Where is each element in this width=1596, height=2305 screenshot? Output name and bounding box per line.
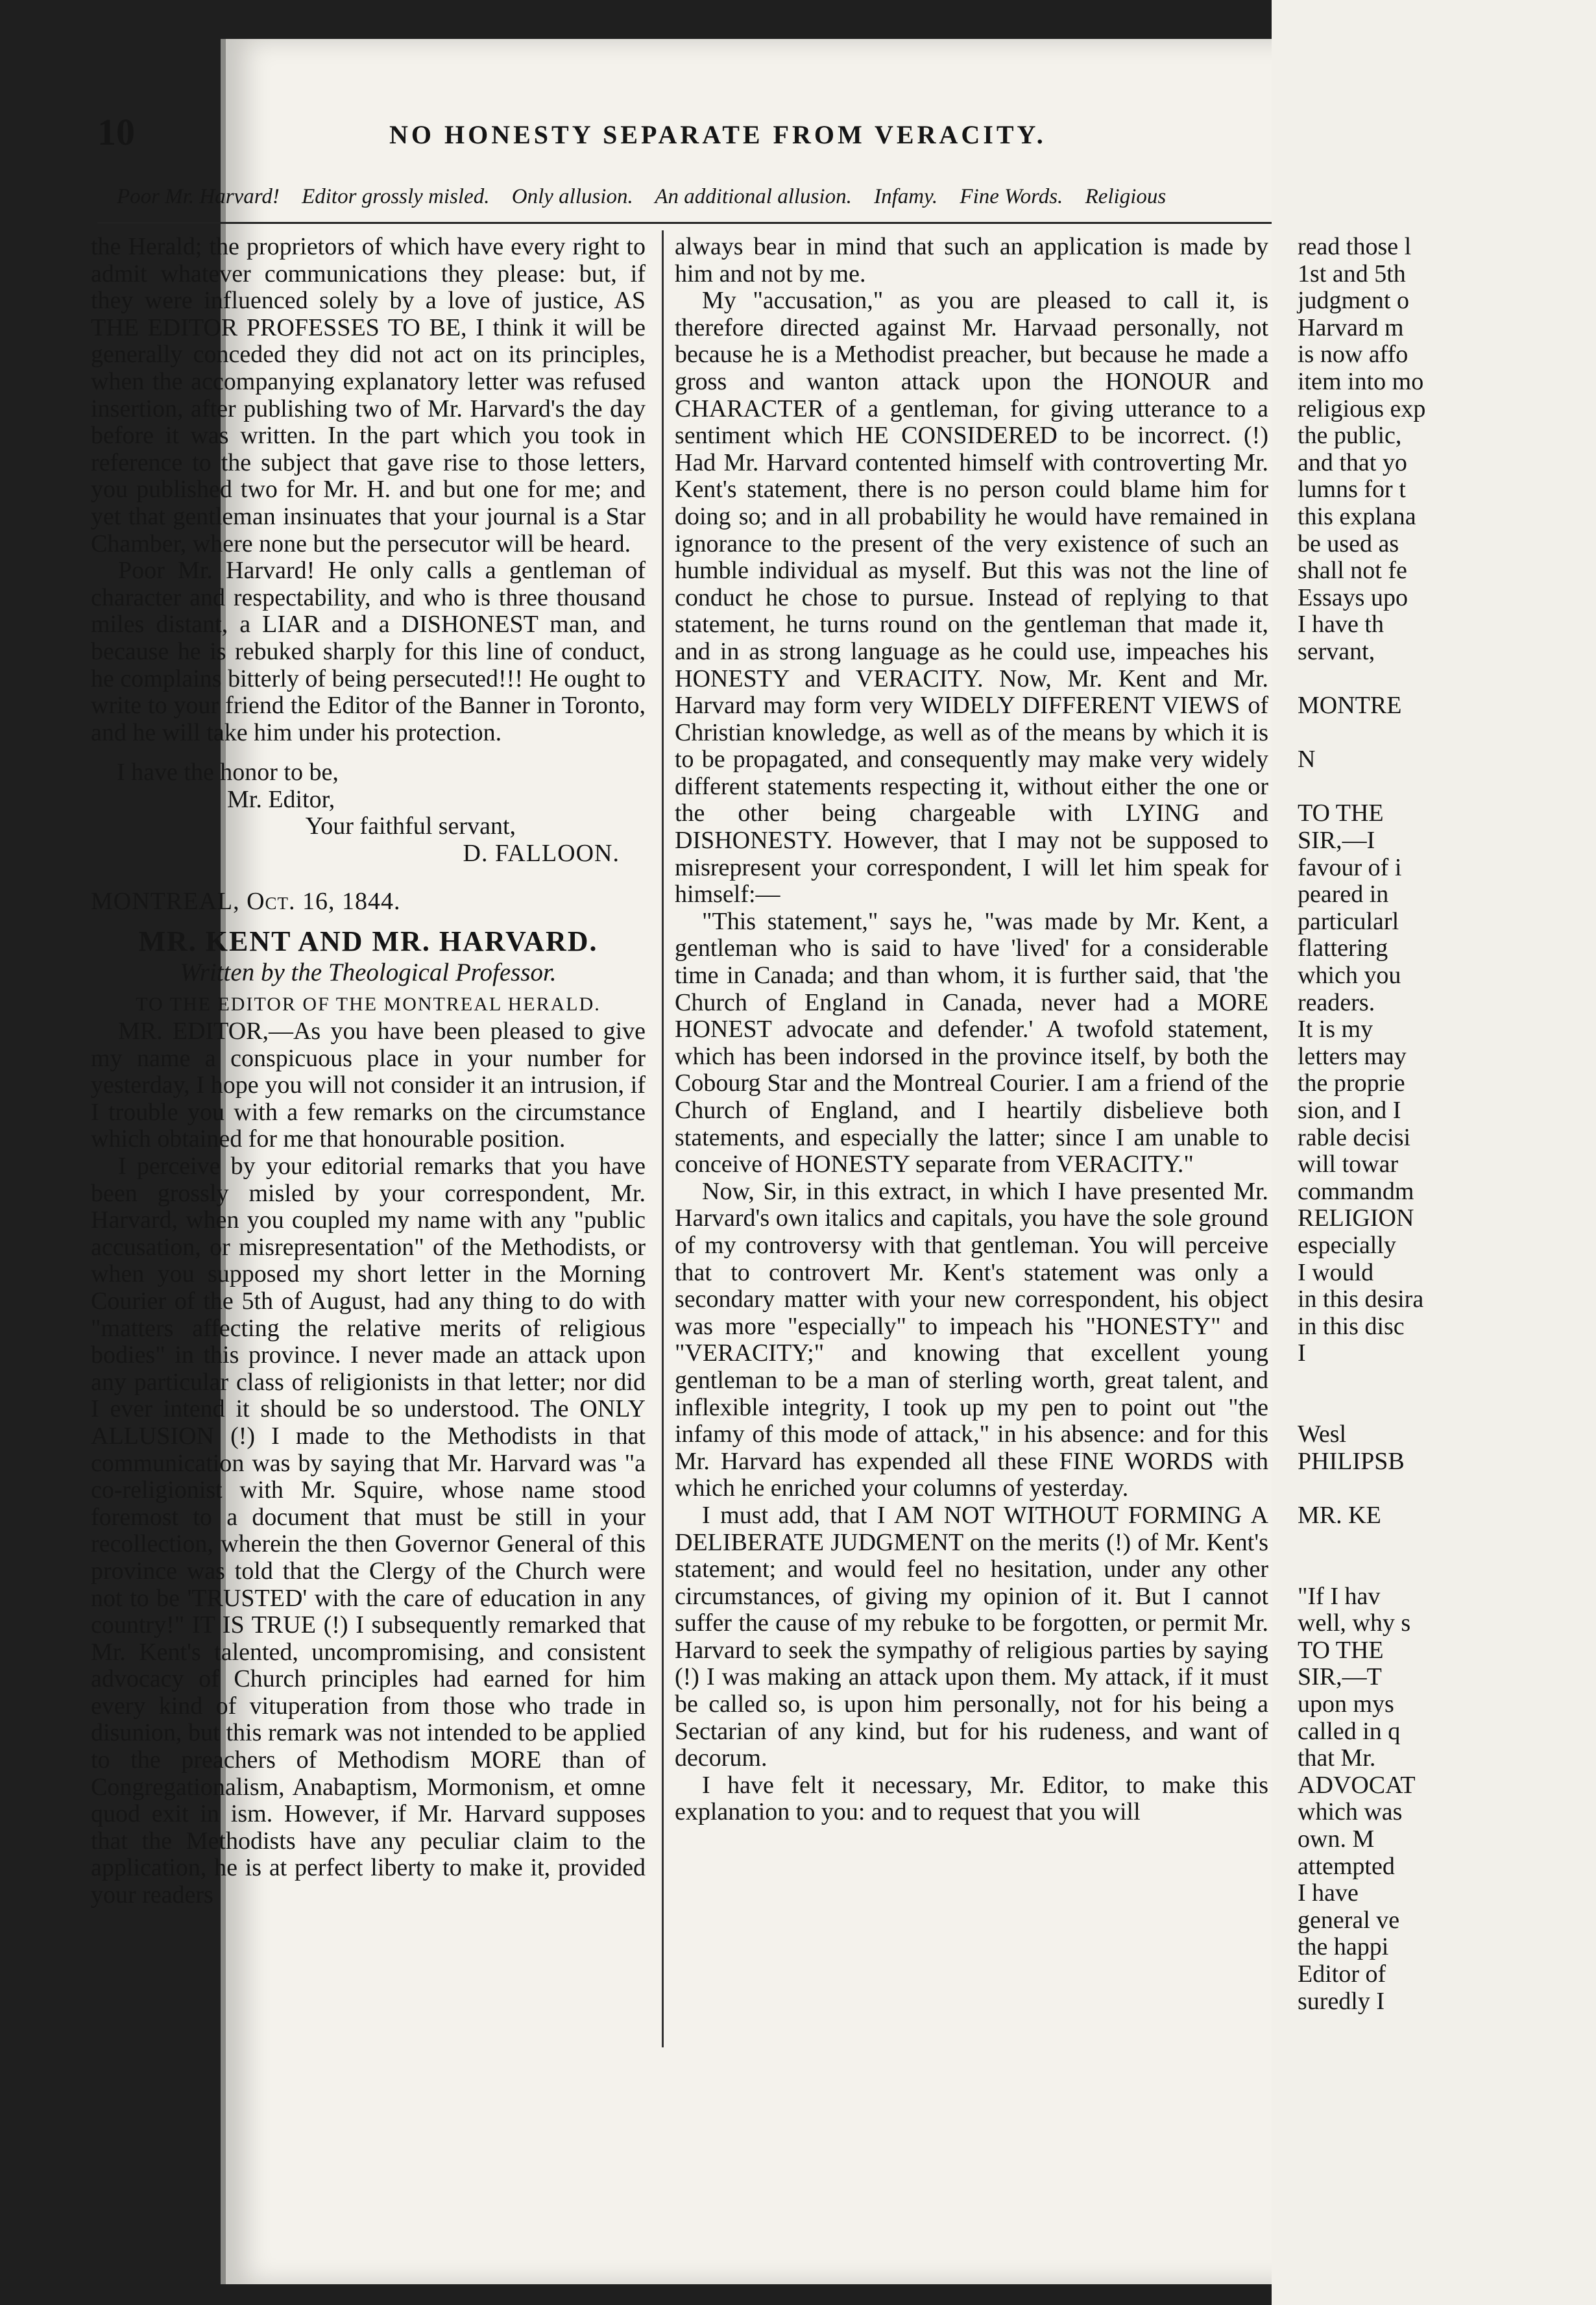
next-page-line: Wesl <box>1298 1421 1347 1448</box>
next-page-line: will towar <box>1298 1151 1399 1178</box>
subheading: Religious <box>1085 185 1167 208</box>
next-page-line: attempted <box>1298 1852 1395 1880</box>
next-page-line: the proprie <box>1298 1069 1405 1097</box>
next-page-line <box>1298 666 1492 693</box>
next-page-line: sion, and I <box>1298 1097 1401 1124</box>
dateline: MONTREAL, Oct. 16, 1844. <box>91 887 401 915</box>
page-header <box>97 110 1304 156</box>
next-page-line: that Mr. <box>1298 1744 1376 1772</box>
subheading: Poor Mr. Harvard! <box>117 185 280 208</box>
page-number: 10 <box>97 111 135 153</box>
next-page-line: "If I hav <box>1298 1582 1381 1610</box>
quotation: "This statement," says he, "was made by Mr. Kent, a gentleman who is said to have 'lived' for a considerable time in Canada; and than whom, it is further said, that 'the Church of England in Canada, never had a MORE HONEST advocate and defender.' A twofold statement, which has been indorsed in the province itself, by both the Cobourg Star and the Montreal Courier. I am a friend of the Church of England, and I heartily disbelieve both statements, and especially the latter; since I am unable to conceive of HONESTY separate from VERACITY." <box>675 907 1268 1178</box>
address-line: TO THE EDITOR OF THE MONTREAL HERALD. <box>136 994 601 1016</box>
signature: D. FALLOON. <box>463 840 620 868</box>
next-page-line: SIR,—I <box>1298 827 1375 855</box>
next-page-line: which you <box>1298 962 1401 990</box>
next-page-line: Essays upo <box>1298 583 1408 611</box>
next-page-line: and that yo <box>1298 448 1407 476</box>
paragraph: My "accusation," as you are pleased to call it, is therefore directed against Mr. Harvaad personally, not because he is a Methodist preacher, but because he made a gross and wanton attack upon the HONOUR and CHARACTER of a gentleman, for giving utterance to a sentiment which HE CONSIDERED to be incorrect. (!) Had Mr. Harvard contented himself with controverting Mr. Kent's statement, there is no person could blame him for doing so; and in all probability he would have remained in ignorance to the present of the very existence of such an humble individual as myself. But this was not the line of conduct he chose to pursue. Instead of replying to that statement, he turns round on the gentleman that made it, and in as strong language as he could use, impeaches his HONESTY and VERACITY. Now, Mr. Kent and Mr. Harvard may form very WIDELY DIFFERENT VIEWS of Christian knowledge, as well as of the means by which it is to be propagated, and consequently may make very widely different statements respecting it, without either the one or the other being chargeable with LYING and DISHONESTY. However, that I may not be supposed to misrepresent your correspondent, I will let him speak for himself:— <box>675 287 1268 909</box>
paragraph: MR. EDITOR,—As you have been pleased to give my name a conspicuous place in your number for yesterday, I hope you will not consider it an intrusion, if I trouble you with a few remarks on the circumstance which obtained for me that honourable position. <box>91 1018 646 1153</box>
left-column <box>91 234 646 1909</box>
next-page-line: readers. <box>1298 988 1375 1016</box>
paragraph: I must add, that I AM NOT WITHOUT FORMING A DELIBERATE JUDGMENT on the merits (!) of Mr. Kent's statement; and would feel no hesitation, under any other circumstances, of giving my opinion of it. But I cannot suffer the cause of my rebuke to be forgotten, or permit Mr. Harvard to seek the sympathy of religious parties by saying (!) I was making an attack upon them. My attack, if it must be called so, is upon him personally, not for his being a Sectarian of any kind, but for his rudeness, and want of decorum. <box>675 1501 1268 1772</box>
next-page-line: suredly I <box>1298 1987 1385 2015</box>
next-page-line: favour of i <box>1298 853 1402 881</box>
header-rule <box>97 222 1460 224</box>
next-page-line: commandm <box>1298 1177 1414 1205</box>
column-rule <box>662 230 664 2047</box>
next-page-line: TO THE <box>1298 799 1384 827</box>
next-page-line: I have <box>1298 1879 1359 1907</box>
subheading: Infamy. <box>874 185 938 208</box>
middle-column <box>675 234 1268 1826</box>
next-page-line: I have th <box>1298 611 1384 639</box>
next-page-line: SIR,—T <box>1298 1663 1382 1691</box>
next-page-line: is now affo <box>1298 341 1409 369</box>
next-page-line: judgment o <box>1298 287 1410 315</box>
signoff-line: Your faithful servant, <box>305 812 516 840</box>
next-page-line: the public, <box>1298 422 1402 450</box>
subheading: Editor grossly misled. <box>302 185 490 208</box>
next-page-line: RELIGION <box>1298 1204 1414 1232</box>
next-page-line: particularl <box>1298 907 1399 935</box>
running-title: NO HONESTY SEPARATE FROM VERACITY. <box>389 120 1046 149</box>
paragraph: Poor Mr. Harvard! He only calls a gentleman of character and respectability, and who is three thousand miles distant, a LIAR and a DISHONEST man, and because he is rebuked sharply for this line of conduct, he complains bitterly of being persecuted!!! He ought to write to your friend the Editor of the Banner in Toronto, and he will take him under his protection. <box>91 557 646 746</box>
next-page-line <box>1298 720 1492 747</box>
next-page-line: the happi <box>1298 1933 1389 1961</box>
paragraph: I have felt it necessary, Mr. Editor, to make this explanation to you: and to request that you will <box>675 1771 1268 1826</box>
next-page-line: religious exp <box>1298 395 1426 422</box>
next-page-line <box>1298 1395 1492 1422</box>
next-page-line: be used as <box>1298 530 1399 557</box>
paragraph: Now, Sir, in this extract, in which I have presented Mr. Harvard's own italics and capitals, you have the sole ground of my controversy with that gentleman. You will perceive that to controvert Mr. Kent's statement was only a secondary matter with your new correspondent, his object was more "especially" to impeach his "HONESTY" and "VERACITY;" and knowing that excellent young gentleman to be a man of sterling worth, great talent, and inflexible integrity, I took up my pen to point out "the infamy of this mode of attack," in his absence: and for this Mr. Harvard has expended all these FINE WORDS with which he enriched your columns of yesterday. <box>675 1177 1268 1502</box>
paragraph: always bear in mind that such an application is made by him and not by me. <box>675 233 1268 287</box>
next-page-line <box>1298 774 1492 801</box>
next-page-line: flattering <box>1298 934 1388 962</box>
next-page-column <box>1298 234 1492 2015</box>
subheading: Only allusion. <box>511 185 633 208</box>
next-page-edge <box>1272 0 1596 2305</box>
next-page-line: peared in <box>1298 881 1389 909</box>
subheadings-line <box>117 185 1440 217</box>
next-page-line: this explana <box>1298 502 1416 530</box>
next-page-line <box>1298 1530 1492 1557</box>
next-page-line: in this desira <box>1298 1286 1424 1313</box>
next-page-line: upon mys <box>1298 1690 1394 1718</box>
next-page-line: PHILIPSB <box>1298 1447 1405 1475</box>
next-page-line: N <box>1298 746 1316 774</box>
next-page-line: MONTRE <box>1298 692 1402 720</box>
next-page-line: rable decisi <box>1298 1123 1411 1151</box>
signoff-line: Mr. Editor, <box>227 785 335 813</box>
byline: Written by the Theological Professor. <box>180 958 557 986</box>
next-page-line: well, why s <box>1298 1609 1411 1637</box>
next-page-line: in this disc <box>1298 1312 1405 1340</box>
next-page-line: I would <box>1298 1258 1374 1286</box>
next-page-line: 1st and 5th <box>1298 260 1406 287</box>
paragraph: the Herald; the proprietors of which have every right to admit whatever communications they please: but, if they were influenced solely by a love of justice, AS THE EDITOR PROFESSES TO BE, I think it will be generally conceded they did not act on its principles, when the accompanying explanatory letter was refused insertion, after publishing two of Mr. Harvard's the day before it was written. In the part which you took in reference to the subject that gave rise to those letters, you published two for Mr. H. and but one for me; and yet that gentleman insinuates that your journal is a Star Chamber, where none but the persecutor will be heard. <box>91 233 646 557</box>
next-page-line: Editor of <box>1298 1960 1386 1988</box>
next-page-line: It is my <box>1298 1016 1373 1043</box>
next-page-line: general ve <box>1298 1906 1400 1934</box>
next-page-line: letters may <box>1298 1042 1407 1070</box>
next-page-line <box>1298 1475 1492 1502</box>
subheading: Fine Words. <box>960 185 1063 208</box>
next-page-line: TO THE <box>1298 1636 1384 1664</box>
next-page-line: lumns for t <box>1298 476 1406 504</box>
next-page-line: shall not fe <box>1298 557 1407 585</box>
next-page-line: Harvard m <box>1298 313 1404 341</box>
next-page-line: which was <box>1298 1798 1403 1826</box>
next-page-line: ADVOCAT <box>1298 1771 1416 1799</box>
next-page-line <box>1298 1556 1492 1583</box>
paragraph: I perceive by your editorial remarks that you have been grossly misled by your correspondent, Mr. Harvard, when you coupled my name with any "public accusation, or misrepresentation" of the Methodists, or when you supposed my short letter in the Morning Courier of the 5th of August, had any thing to do with "matters affecting the relative merits of religious bodies" in this province. I never made an attack upon any particular class of religionists in that letter; nor did I ever intend it should be so understood. The ONLY ALLUSION (!) I made to the Methodists in that communication was by saying that Mr. Harvard was "a co-religionist with Mr. Squire, whose name stood foremost to a document that must be still in your recollection, wherein the then Governor General of this province was told that the Clergy of the Church were not to be 'TRUSTED' with the care of education in any country!" IT IS TRUE (!) I subsequently remarked that Mr. Kent's talented, uncompromising, and consistent advocacy of Church principles had earned for him every kind of vituperation from those who trade in disunion, but this remark was not intended to be applied to the preachers of Methodism MORE than of Congregationalism, Anabaptism, Mormonism, et omne quod exit in ism. However, if Mr. Harvard supposes that the Methodists have any peculiar claim to the application, he is at perfect liberty to make it, provided your readers <box>91 1152 646 1909</box>
next-page-line: I <box>1298 1339 1306 1367</box>
next-page-line: especially <box>1298 1231 1396 1259</box>
article-title: MR. KENT AND MR. HARVARD. <box>138 925 598 958</box>
signoff-line: I have the honor to be, <box>117 759 339 787</box>
next-page-line: called in q <box>1298 1717 1401 1745</box>
next-page-line: servant, <box>1298 637 1375 665</box>
next-page-line: item into mo <box>1298 367 1424 395</box>
next-page-line: read those l <box>1298 233 1412 260</box>
next-page-line: MR. KE <box>1298 1501 1381 1529</box>
subheading: An additional allusion. <box>655 185 852 208</box>
next-page-line <box>1298 1367 1492 1395</box>
next-page-line: own. M <box>1298 1825 1375 1853</box>
